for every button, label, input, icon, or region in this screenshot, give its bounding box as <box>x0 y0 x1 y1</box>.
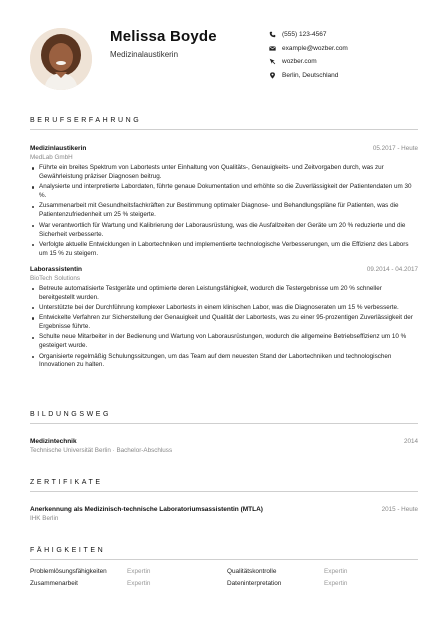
bullet-item: Entwickelte Verfahren zur Sicherstellung der Genauigkeit und Qualität der Labortests, was zu einer 95-prozentigen Zuverlässigkeit der Ergebnisse führte. <box>30 314 418 332</box>
bullet-item: Schulte neue Mitarbeiter in der Bedienung und Wartung von Laborausrüstungen, wodurch die allgemeine Betriebseffizienz um 10 % gesteigert wurde. <box>30 333 418 351</box>
certificate-issuer: IHK Berlin <box>30 515 59 522</box>
bullet-item: Analysierte und interpretierte Labordaten, führte genaue Dokumentation und erhöhte so die Zuverlässigkeit der Patientendaten um 30 %. <box>30 183 418 201</box>
experience-section <box>30 117 418 372</box>
profile-photo <box>30 28 92 90</box>
bullet-item: Unterstützte bei der Durchführung komplexer Labortests in einem klinischen Labor, was die Diagnoseraten um 15 % verbesserte. <box>30 304 418 313</box>
certificate-name: Anerkennung als Medizinisch-technische Laboratoriumsassistentin (MTLA) <box>30 506 263 513</box>
job-entry <box>30 145 418 259</box>
certificates-section <box>30 479 418 522</box>
contact-list <box>268 28 348 82</box>
contact-phone <box>268 28 348 42</box>
job-company: MedLab GmbH <box>30 154 73 161</box>
location-icon <box>268 71 276 79</box>
bullet-item: Zusammenarbeit mit Gesundheitsfachkräften zur Bestimmung optimaler Diagnose- und Behandlungspläne für Patienten, was die Patientenzufriedenheit um 25 % steigerte. <box>30 202 418 220</box>
section-title-certificates: ZERTIFIKATE <box>30 479 418 492</box>
education-school: Technische Universität Berlin · Bachelor-Abschluss <box>30 447 173 454</box>
skill-level: Expertin <box>127 580 151 587</box>
contact-email <box>268 42 348 56</box>
avatar <box>30 28 92 90</box>
skill-level: Expertin <box>324 568 348 575</box>
skill-name: Qualitätskontrolle <box>227 568 277 575</box>
bullet-item: Organisierte regelmäßig Schulungssitzungen, um das Team auf dem neuesten Stand der Labortechniken und technologischen Innovationen zu halten. <box>30 353 418 371</box>
contact-phone-text: (555) 123-4567 <box>282 31 327 39</box>
resume-header <box>0 0 448 105</box>
job-entry <box>30 266 418 371</box>
bullet-item: Betreute automatisierte Testgeräte und optimierte deren Leistungsfähigkeit, wodurch die Testergebnisse um 20 % schneller bereitgestellt wurden. <box>30 285 418 303</box>
contact-location-text: Berlin, Deutschland <box>282 71 339 79</box>
contact-website <box>268 55 348 69</box>
certificate-dates: 2015 - Heute <box>381 506 418 513</box>
bullet-item: Führte ein breites Spektrum von Labortests unter Einhaltung von Qualitäts-, Genauigkeits- und Zeitvorgaben durch, was zur Gewährleistung präziser Diagnosen beitrug. <box>30 164 418 182</box>
section-title-experience: BERUFSERFAHRUNG <box>30 117 418 130</box>
skill-level: Expertin <box>127 568 151 575</box>
section-title-education: BILDUNGSWEG <box>30 411 418 424</box>
mail-icon <box>268 44 276 52</box>
skill-level: Expertin <box>324 580 348 587</box>
skill-name: Dateninterpretation <box>227 580 282 587</box>
skill-name: Zusammenarbeit <box>30 580 78 587</box>
job-dates: 05.2017 - Heute <box>372 145 418 152</box>
link-icon <box>268 58 276 66</box>
phone-icon <box>268 31 276 39</box>
degree-title: Medizintechnik <box>30 438 77 445</box>
job-company: BioTech Solutions <box>30 274 81 282</box>
job-bullets <box>30 285 418 371</box>
education-entry <box>30 438 418 454</box>
job-bullets <box>30 164 418 259</box>
section-title-skills: FÄHIGKEITEN <box>30 547 418 560</box>
education-year: 2014 <box>403 438 418 445</box>
contact-email-text: example@wozber.com <box>282 44 348 52</box>
job-dates: 09.2014 - 04.2017 <box>366 265 418 273</box>
skills-grid <box>30 568 418 587</box>
certificate-entry <box>30 506 418 522</box>
bullet-item: War verantwortlich für Wartung und Kalibrierung der Laborausrüstung, was die Ausfallzeiten der Geräte um 20 % reduzierte und die Sicherheit verbesserte. <box>30 222 418 240</box>
education-section <box>30 411 418 454</box>
job-title: Medizinlaustikerin <box>30 145 87 152</box>
skill-name: Problemlösungsfähigkeiten <box>30 568 107 575</box>
bullet-item: Verfolgte aktuelle Entwicklungen in Labortechniken und implementierte technologische Verbesserungen, um die Effizienz des Labors um 15 % zu steigern. <box>30 241 418 259</box>
job-title: Laborassistentin <box>30 265 83 273</box>
contact-website-text: wozber.com <box>282 58 317 66</box>
person-title: Medizinalaustikerin <box>110 50 179 59</box>
contact-location <box>268 69 348 83</box>
person-name: Melissa Boyde <box>110 28 217 45</box>
skills-section <box>30 547 418 587</box>
